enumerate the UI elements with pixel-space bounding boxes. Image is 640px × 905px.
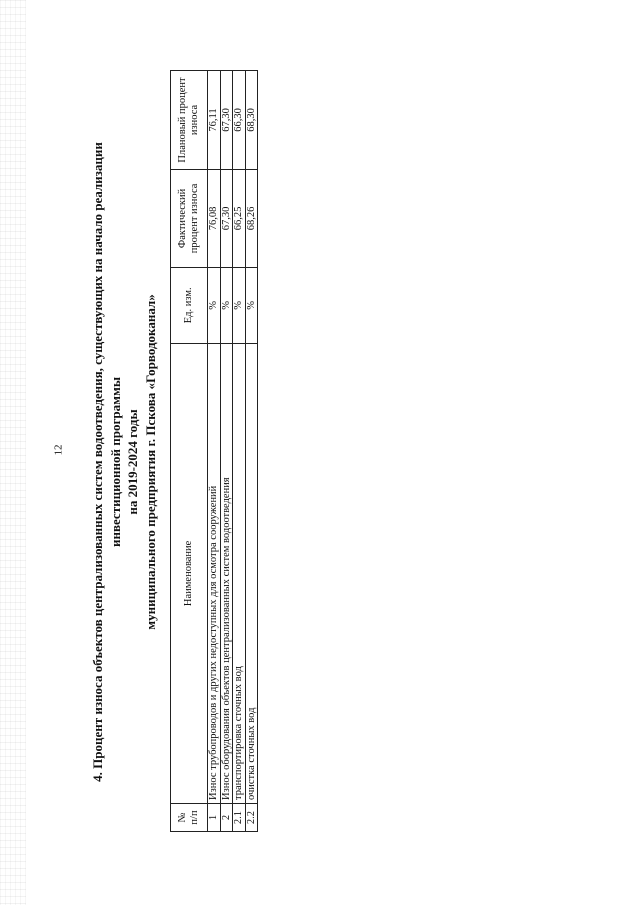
row-unit: % [233,267,246,343]
header-unit: Ед. изм. [171,267,208,343]
row-name: Износ трубопроводов и других недоступных для осмотра сооружений [208,343,221,803]
header-name: Наименование [171,343,208,803]
row-unit: % [245,267,258,343]
row-plan: 76,11 [208,71,221,170]
row-unit: % [220,267,233,343]
row-fact: 76,08 [208,169,221,267]
row-plan: 67,30 [220,71,233,170]
row-fact: 67,30 [220,169,233,267]
header-fact: Фактический процент износа [171,169,208,267]
row-num: 2 [220,804,233,832]
row-unit: % [208,267,221,343]
table-row [233,71,246,832]
table-row [245,71,258,832]
table-header-row [171,71,208,832]
row-num: 1 [208,804,221,832]
row-fact: 66,25 [233,169,246,267]
row-plan: 68,30 [245,71,258,170]
rotated-page-content [0,62,600,862]
header-num: № п/п [171,804,208,832]
table-row [220,71,233,832]
wear-percentage-table [170,70,258,832]
row-num: 2.2 [245,804,258,832]
header-plan: Плановый процент износа [171,71,208,170]
row-num: 2.1 [233,804,246,832]
heading-line-3: на 2019-2024 годы [125,409,140,515]
row-name: очистка сточных вод [245,343,258,803]
row-fact: 68,26 [245,169,258,267]
row-name: Износ оборудования объектов централизованных систем водоотведения [220,343,233,803]
row-name: транспортировка сточных вод [233,343,246,803]
table-row [208,71,221,832]
row-plan: 66,30 [233,71,246,170]
heading-line-4: муниципального предприятия г. Пскова «Горводоканал» [142,294,158,630]
document-heading [89,62,159,862]
page-number: 12 [52,444,65,456]
heading-line-1: 4. Процент износа объектов централизованных систем водоотведения, существующих на начало реализации [90,142,105,782]
heading-line-2: инвестиционной программы [107,377,123,547]
